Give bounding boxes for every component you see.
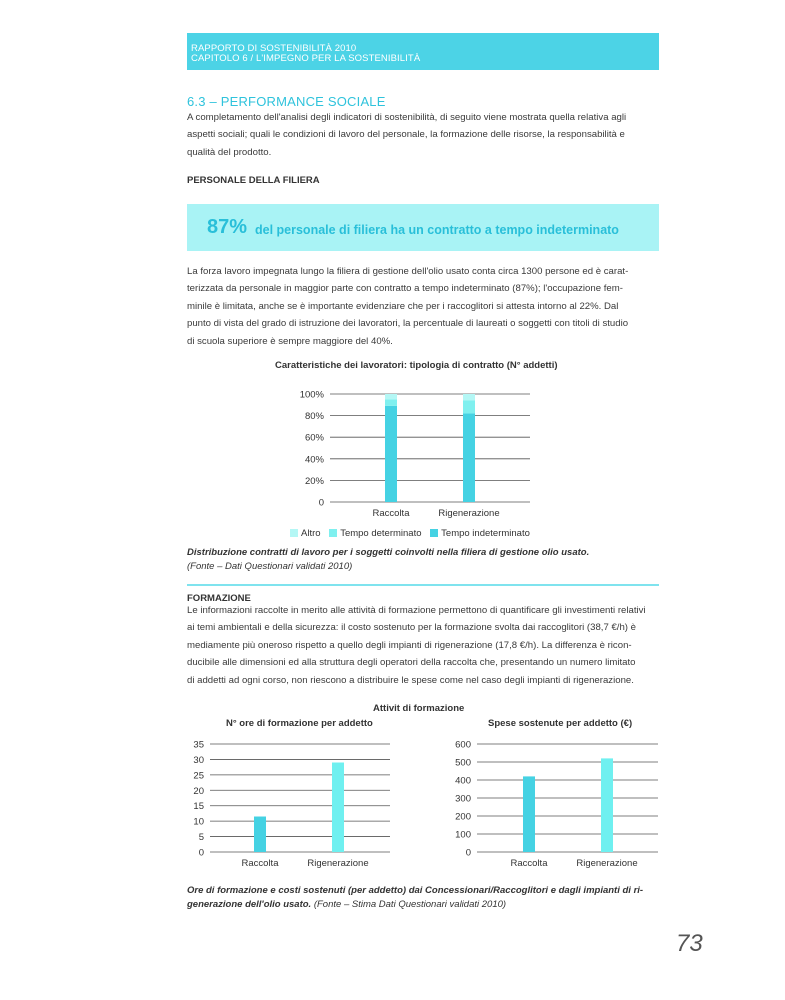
x-tick-label: Rigenerazione <box>438 508 500 519</box>
caption-main: Ore di formazione e costi sostenuti (per addetto) dai Concessionari/Raccoglitori e dagli impianti di ri- <box>187 885 644 896</box>
section-title: 6.3 – PERFORMANCE SOCIALE <box>187 94 386 109</box>
bar <box>254 817 266 852</box>
highlight-text: del personale di filiera ha un contratto a tempo indeterminato <box>255 223 619 237</box>
header-report-title: RAPPORTO DI SOSTENIBILITÀ 2010 <box>191 43 357 54</box>
y-tick-label: 35 <box>193 739 204 751</box>
contract-chart-title: Caratteristiche dei lavoratori: tipologia di contratto (N° addetti) <box>275 360 558 371</box>
personale-paragraph <box>187 263 659 350</box>
legend-swatch-altro <box>290 529 298 537</box>
y-tick-label: 5 <box>198 832 204 844</box>
bar-segment <box>385 394 397 399</box>
bar <box>332 763 344 852</box>
contract-chart <box>280 382 550 522</box>
y-tick-label: 20 <box>193 785 204 797</box>
legend-item-altro <box>290 528 321 539</box>
legend-label-altro: Altro <box>301 528 321 539</box>
x-tick-label: Rigenerazione <box>576 858 638 869</box>
bar-segment <box>463 394 475 400</box>
attivita-title: Attivit di formazione <box>373 703 465 714</box>
highlight-box <box>187 204 659 251</box>
legend-item-determinato <box>329 528 421 539</box>
y-tick-label: 0 <box>198 847 204 859</box>
intro-line: aspetti sociali; quali le condizioni di lavoro del personale, la formazione delle risorse, la responsabilità e <box>187 129 625 141</box>
page-number: 73 <box>676 930 703 957</box>
ore-chart-title: N° ore di formazione per addetto <box>226 718 373 729</box>
formazione-line: Le informazioni raccolte in merito alle attività di formazione permettono di quantificare gli investimenti relativi <box>187 605 646 616</box>
section-divider <box>187 584 659 586</box>
y-tick-label: 0 <box>318 497 324 509</box>
y-tick-label: 200 <box>455 811 471 823</box>
intro-line: qualità del prodotto. <box>187 146 272 158</box>
y-tick-label: 100% <box>299 389 324 401</box>
y-tick-label: 20% <box>304 475 324 487</box>
caption-main: Distribuzione contratti di lavoro per i soggetti coinvolti nella filiera di gestione olio usato. <box>187 547 590 558</box>
contract-chart-legend <box>290 528 536 539</box>
formazione-line: di addetti ad ogni corso, non riescono a distribuire le spese come nel caso degli impianti di rigenerazione. <box>187 674 634 686</box>
y-tick-label: 10 <box>193 816 204 828</box>
personale-line: punto di vista del grado di istruzione dei lavoratori, la percentuale di laureati o soggetti con titoli di studio <box>187 318 629 330</box>
y-tick-label: 80% <box>304 411 324 423</box>
caption-source: (Fonte – Stima Dati Questionari validati 2010) <box>313 899 507 910</box>
ore-chart <box>180 735 400 875</box>
x-tick-label: Rigenerazione <box>307 858 369 869</box>
contract-chart-caption <box>187 546 662 574</box>
legend-label-determinato: Tempo determinato <box>340 528 422 539</box>
x-tick-label: Raccolta <box>241 858 279 869</box>
y-tick-label: 15 <box>193 801 204 813</box>
formazione-line: ducibile alle dimensioni ed alla struttura degli operatori della raccolta che, presentando un numero limitato <box>187 657 636 669</box>
legend-label-indeterminato: Tempo indeterminato <box>441 528 530 539</box>
x-tick-label: Raccolta <box>510 858 548 869</box>
y-tick-label: 30 <box>193 754 204 766</box>
y-tick-label: 25 <box>193 770 204 782</box>
personale-line: La forza lavoro impegnata lungo la filiera di gestione dell'olio usato conta circa 1300 persone ed è carat- <box>187 266 629 277</box>
intro-paragraph <box>187 109 659 161</box>
formazione-line: mediamente più oneroso rispetto a quello degli impianti di rigenerazione (17,8 €/h). La differenza è ricon- <box>187 639 632 651</box>
bar-segment <box>463 413 475 502</box>
bar <box>601 758 613 852</box>
formazione-line: ai temi ambientali e della sicurezza: il costo sostenuto per la formazione svolta dai raccoglitori (38,7 €/h) è <box>187 622 636 634</box>
y-tick-label: 40% <box>304 454 324 466</box>
report-header <box>187 33 659 70</box>
y-tick-label: 0 <box>465 847 471 859</box>
formazione-paragraph <box>187 602 659 689</box>
y-tick-label: 60% <box>304 432 324 444</box>
caption-source: (Fonte – Dati Questionari validati 2010) <box>187 561 353 572</box>
bar-segment <box>385 399 397 405</box>
caption-main-cont: generazione dell'olio usato. <box>187 899 312 910</box>
highlight-percent: 87% <box>207 216 248 238</box>
y-tick-label: 300 <box>455 793 471 805</box>
spese-chart <box>440 735 670 875</box>
legend-swatch-determinato <box>329 529 337 537</box>
bar <box>523 776 535 852</box>
personale-heading: PERSONALE DELLA FILIERA <box>187 175 320 186</box>
header-chapter-title: CAPITOLO 6 / L'IMPEGNO PER LA SOSTENIBILITÀ <box>191 53 421 64</box>
y-tick-label: 500 <box>455 757 471 769</box>
x-tick-label: Raccolta <box>372 508 410 519</box>
y-tick-label: 400 <box>455 775 471 787</box>
intro-line: A completamento dell'analisi degli indicatori di sostenibilità, di seguito viene mostrata quella relativa agli <box>187 112 627 123</box>
legend-swatch-indeterminato <box>430 529 438 537</box>
formazione-heading: FORMAZIONE <box>187 593 251 604</box>
personale-line: di scuola superiore è sempre maggiore del 40%. <box>187 335 393 347</box>
formazione-chart-caption <box>187 884 662 912</box>
y-tick-label: 100 <box>455 829 471 841</box>
personale-line: minile è limitata, anche se è importante evidenziare che per i raccoglitori si attesta intorno al 22%. Dal <box>187 300 619 312</box>
bar-segment <box>385 406 397 502</box>
spese-chart-title: Spese sostenute per addetto (€) <box>488 718 633 729</box>
y-tick-label: 600 <box>455 739 471 751</box>
personale-line: terizzata da personale in maggior parte con contratto a tempo indeterminato (87%); l'occupazione fem- <box>187 283 623 295</box>
legend-item-indeterminato <box>430 528 530 539</box>
bar-segment <box>463 400 475 413</box>
